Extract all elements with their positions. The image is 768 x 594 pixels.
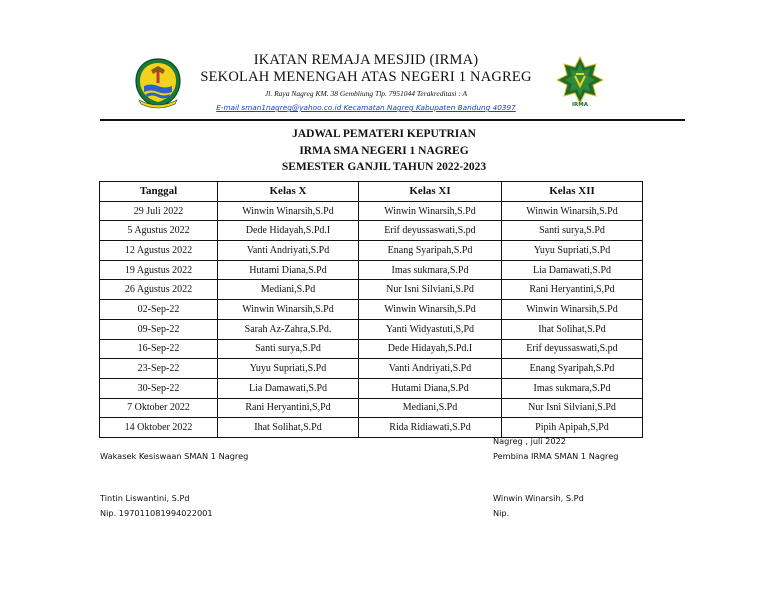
cell-date: 5 Agustus 2022 xyxy=(100,221,218,241)
cell-class-x: Vanti Andriyati,S.Pd xyxy=(218,241,359,261)
cell-class-xii: Pipih Apipah,S,Pd xyxy=(502,418,643,438)
cell-class-xi: Rida Ridiawati,S.Pd xyxy=(359,418,502,438)
cell-class-xii: Winwin Winarsih,S.Pd xyxy=(502,300,643,320)
cell-class-x: Winwin Winarsih,S.Pd xyxy=(218,300,359,320)
column-header-date: Tanggal xyxy=(100,182,218,202)
cell-class-xi: Winwin Winarsih,S.Pd xyxy=(359,201,502,221)
table-row xyxy=(100,319,643,339)
table-row xyxy=(100,339,643,359)
school-name: SEKOLAH MENENGAH ATAS NEGERI 1 NAGREG xyxy=(200,69,532,85)
table-row xyxy=(100,378,643,398)
cell-class-xii: Winwin Winarsih,S.Pd xyxy=(502,201,643,221)
cell-class-x: Yuyu Supriati,S.Pd xyxy=(218,359,359,379)
cell-class-xii: Imas sukmara,S.Pd xyxy=(502,378,643,398)
west-java-emblem-logo xyxy=(131,56,185,110)
cell-class-xii: Lia Damawati,S.Pd xyxy=(502,260,643,280)
cell-class-x: Winwin Winarsih,S.Pd xyxy=(218,201,359,221)
cell-date: 7 Oktober 2022 xyxy=(100,398,218,418)
column-header-class-xi: Kelas XI xyxy=(359,182,502,202)
irma-logo-text: IRMA xyxy=(571,102,589,108)
column-header-class-x: Kelas X xyxy=(218,182,359,202)
cell-class-xii: Santi surya,S.Pd xyxy=(502,221,643,241)
table-row xyxy=(100,280,643,300)
table-row xyxy=(100,260,643,280)
cell-date: 14 Oktober 2022 xyxy=(100,418,218,438)
cell-class-x: Sarah Az-Zahra,S.Pd. xyxy=(218,319,359,339)
table-row xyxy=(100,241,643,261)
cell-class-xi: Erif deyussaswati,S.pd xyxy=(359,221,502,241)
place-date: Nagreg , juli 2022 xyxy=(493,436,567,446)
cell-date: 30-Sep-22 xyxy=(100,378,218,398)
cell-class-x: Mediani,S.Pd xyxy=(218,280,359,300)
cell-class-x: Dede Hidayah,S.Pd.I xyxy=(218,221,359,241)
document-semester: SEMESTER GANJIL TAHUN 2022-2023 xyxy=(281,161,487,173)
left-signatory-nip: Nip. 197011081994022001 xyxy=(100,508,213,518)
left-signatory-role: Wakasek Kesiswaan SMAN 1 Nagreg xyxy=(100,451,249,461)
cell-class-xi: Nur Isni Silviani,S.Pd xyxy=(359,280,502,300)
document-title: JADWAL PEMATERI KEPUTRIAN xyxy=(292,128,476,140)
cell-class-xi: Yanti Widyastuti,S,Pd xyxy=(359,319,502,339)
cell-class-xi: Mediani,S.Pd xyxy=(359,398,502,418)
cell-date: 02-Sep-22 xyxy=(100,300,218,320)
cell-class-xii: Enang Syaripah,S.Pd xyxy=(502,359,643,379)
schedule-body xyxy=(100,201,643,437)
document-subtitle: IRMA SMA NEGERI 1 NAGREG xyxy=(299,145,469,157)
cell-class-xii: Rani Heryantini,S,Pd xyxy=(502,280,643,300)
cell-class-x: Ihat Solihat,S.Pd xyxy=(218,418,359,438)
table-header-row xyxy=(100,182,643,202)
cell-class-xii: Erif deyussaswati,S.pd xyxy=(502,339,643,359)
cell-class-xi: Imas sukmara,S.Pd xyxy=(359,260,502,280)
right-signatory-name: Winwin Winarsih, S.Pd xyxy=(493,493,584,503)
cell-date: 19 Agustus 2022 xyxy=(100,260,218,280)
cell-class-xi: Hutami Diana,S.Pd xyxy=(359,378,502,398)
cell-class-x: Rani Heryantini,S,Pd xyxy=(218,398,359,418)
column-header-class-xii: Kelas XII xyxy=(502,182,643,202)
table-row xyxy=(100,221,643,241)
cell-class-xii: Yuyu Supriati,S.Pd xyxy=(502,241,643,261)
cell-class-xii: Ihat Solihat,S.Pd xyxy=(502,319,643,339)
cell-class-xi: Enang Syaripah,S.Pd xyxy=(359,241,502,261)
table-row xyxy=(100,300,643,320)
cell-date: 12 Agustus 2022 xyxy=(100,241,218,261)
table-row xyxy=(100,201,643,221)
cell-class-xi: Vanti Andriyati,S.Pd xyxy=(359,359,502,379)
irma-star-logo xyxy=(556,56,604,108)
cell-date: 23-Sep-22 xyxy=(100,359,218,379)
cell-class-x: Hutami Diana,S.Pd xyxy=(218,260,359,280)
table-row xyxy=(100,418,643,438)
table-row xyxy=(100,398,643,418)
left-signatory-name: Tintin Liswantini, S.Pd xyxy=(100,493,190,503)
cell-date: 29 Juli 2022 xyxy=(100,201,218,221)
table-row xyxy=(100,359,643,379)
right-signatory-nip: Nip. xyxy=(493,508,510,518)
school-address: Jl. Raya Nagreg KM. 38 Gembliung Tlp. 7951044 Terakreditasi : A xyxy=(264,89,468,98)
schedule-table xyxy=(99,181,643,438)
cell-class-xi: Winwin Winarsih,S.Pd xyxy=(359,300,502,320)
email-link[interactable]: E-mail sman1nagreg@yahoo.co.id Kecamatan Nagreg Kabupaten Bandung 40397 xyxy=(216,103,516,112)
cell-class-x: Lia Damawati,S.Pd xyxy=(218,378,359,398)
header-divider xyxy=(100,119,685,121)
cell-class-xi: Dede Hidayah,S.Pd.I xyxy=(359,339,502,359)
cell-class-x: Santi surya,S.Pd xyxy=(218,339,359,359)
organization-name: IKATAN REMAJA MESJID (IRMA) xyxy=(253,52,479,68)
cell-date: 26 Agustus 2022 xyxy=(100,280,218,300)
cell-date: 09-Sep-22 xyxy=(100,319,218,339)
cell-date: 16-Sep-22 xyxy=(100,339,218,359)
cell-class-xii: Nur Isni Silviani,S.Pd xyxy=(502,398,643,418)
right-signatory-role: Pembina IRMA SMAN 1 Nagreg xyxy=(493,451,619,461)
